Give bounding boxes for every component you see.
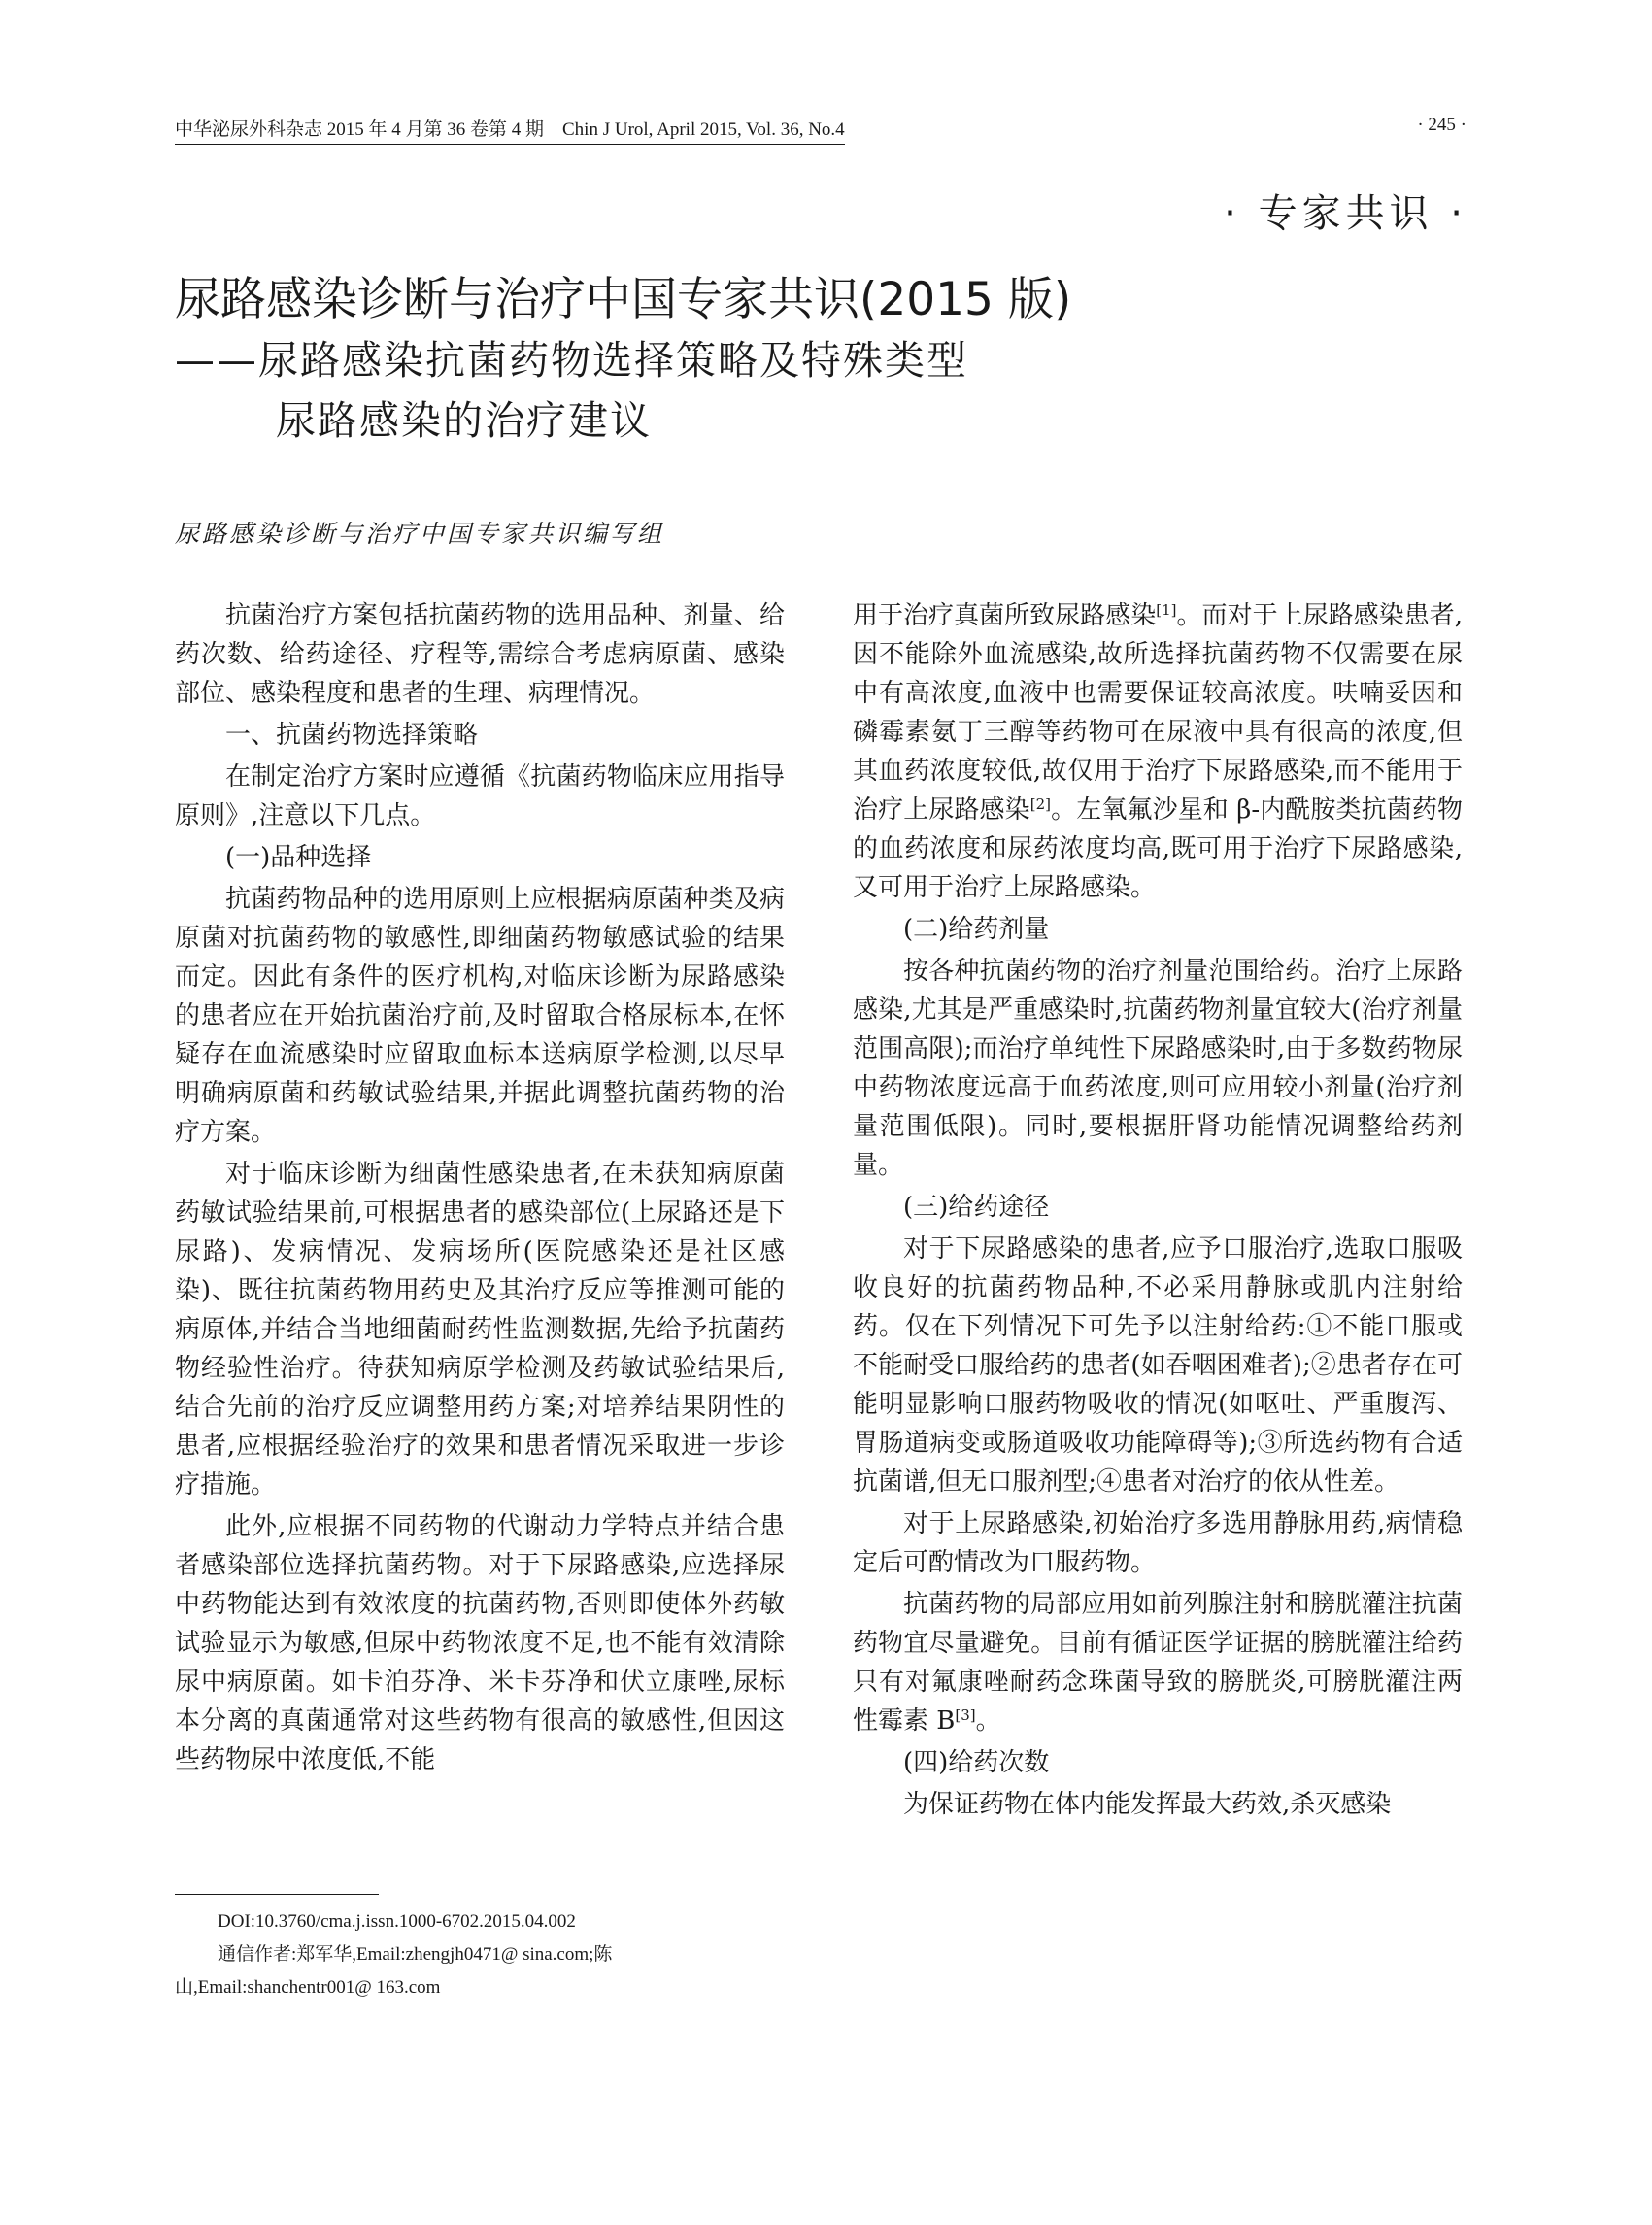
- subsection-heading: (一)品种选择: [225, 843, 372, 872]
- footnote-divider: [175, 1894, 379, 1895]
- paragraph: 按各种抗菌药物的治疗剂量范围给药。治疗上尿路感染,尤其是严重感染时,抗菌药物剂量宜较大(治疗剂量范围高限);而治疗单纯性下尿路感染时,由于多数药物尿中药物浓度远高于血药浓度,则可应用较小剂量(治疗剂量范围低限)。同时,要根据肝肾功能情况调整给药剂量。: [853, 957, 1463, 1180]
- author-group: 尿路感染诊断与治疗中国专家共识编写组: [175, 520, 665, 548]
- paragraph: 为保证药物在体内能发挥最大药效,杀灭感染: [903, 1790, 1392, 1819]
- paragraph: 对于上尿路感染,初始治疗多选用静脉用药,病情稳定后可酌情改为口服药物。: [853, 1509, 1463, 1577]
- paragraph: [853, 596, 1463, 907]
- text-run: 用于治疗真菌所致尿路感染: [853, 601, 1157, 630]
- text-run: 。左氧氟沙星和 β-内酰胺类抗菌药物的血药浓度和尿药浓度均高,既可用于治疗下尿路感染,又可用于治疗上尿路感染。: [853, 795, 1463, 902]
- section-heading: 一、抗菌药物选择策略: [225, 721, 479, 750]
- subsection-heading: (三)给药途径: [903, 1193, 1050, 1222]
- right-column: [853, 596, 1463, 1827]
- paragraph: 抗菌治疗方案包括抗菌药物的选用品种、剂量、给药次数、给药途径、疗程等,需综合考虑病原菌、感染部位、感染程度和患者的生理、病理情况。: [175, 601, 785, 708]
- text-run: 。而对于上尿路感染患者,因不能除外血流感染,故所选择抗菌药物不仅需要在尿中有高浓度,血液中也需要保证较高浓度。呋喃妥因和磷霉素氨丁三醇等药物可在尿液中具有很高的浓度,但其血药浓度较低,故仅用于治疗下尿路感染,而不能用于治疗上尿路感染: [853, 601, 1463, 825]
- page-number: · 245 ·: [1417, 115, 1467, 135]
- citation-ref[interactable]: [2]: [1029, 795, 1052, 813]
- footnotes: [175, 1905, 785, 2005]
- article-title: [175, 270, 1437, 451]
- text-run: 抗菌药物的局部应用如前列腺注射和膀胱灌注抗菌药物宜尽量避免。目前有循证医学证据的膀胱灌注给药只有对氟康唑耐药念珠菌导致的膀胱炎,可膀胱灌注两性霉素 B: [853, 1590, 1463, 1736]
- citation-ref[interactable]: [1]: [1156, 601, 1177, 619]
- running-header: [175, 115, 1467, 144]
- title-main: 尿路感染诊断与治疗中国专家共识(2015 版): [175, 273, 1072, 326]
- subsection-heading: (四)给药次数: [903, 1748, 1050, 1777]
- paragraph: 对于临床诊断为细菌性感染患者,在未获知病原菌药敏试验结果前,可根据患者的感染部位(上尿路还是下尿路)、发病情况、发病场所(医院感染还是社区感染)、既往抗菌药物用药史及其治疗反应等推测可能的病原体,并结合当地细菌耐药性监测数据,先给予抗菌药物经验性治疗。待获知病原学检测及药敏试验结果后,结合先前的治疗反应调整用药方案;对培养结果阴性的患者,应根据经验治疗的效果和患者情况采取进一步诊疗措施。: [175, 1160, 785, 1500]
- subsection-heading: (二)给药剂量: [903, 915, 1050, 944]
- paragraph: 抗菌药物品种的选用原则上应根据病原菌种类及病原菌对抗菌药物的敏感性,即细菌药物敏感试验的结果而定。因此有条件的医疗机构,对临床诊断为尿路感染的患者应在开始抗菌治疗前,及时留取合格尿标本,在怀疑存在血流感染时应留取血标本送病原学检测,以尽早明确病原菌和药敏试验结果,并据此调整抗菌药物的治疗方案。: [175, 885, 785, 1147]
- section-label: · 专家共识 ·: [1224, 191, 1467, 236]
- journal-citation: 中华泌尿外科杂志 2015 年 4 月第 36 卷第 4 期 Chin J Urol, April 2015, Vol. 36, No.4: [175, 115, 845, 145]
- citation-ref[interactable]: [3]: [955, 1706, 976, 1724]
- title-subtitle-line1: ——尿路感染抗菌药物选择策略及特殊类型: [175, 337, 968, 384]
- paragraph: 对于下尿路感染的患者,应予口服治疗,选取口服吸收良好的抗菌药物品种,不必采用静脉或肌内注射给药。仅在下列情况下可先予以注射给药:①不能口服或不能耐受口服给药的患者(如吞咽困难者);②患者存在可能明显影响口服药物吸收的情况(如呕吐、严重腹泻、胃肠道病变或肠道吸收功能障碍等);③所选药物有合适抗菌谱,但无口服剂型;④患者对治疗的依从性差。: [853, 1234, 1463, 1497]
- paragraph: [853, 1585, 1463, 1740]
- corresponding-author-note: 通信作者:郑军华,Email:zhengjh0471@ sina.com;陈山,Email:shanchentr001@ 163.com: [175, 1944, 613, 1998]
- doi-note[interactable]: DOI:10.3760/cma.j.issn.1000-6702.2015.04.002: [218, 1911, 576, 1932]
- left-column: [175, 596, 785, 1782]
- title-subtitle-line2: 尿路感染的治疗建议: [276, 397, 652, 444]
- paragraph: 此外,应根据不同药物的代谢动力学特点并结合患者感染部位选择抗菌药物。对于下尿路感染,应选择尿中药物能达到有效浓度的抗菌药物,否则即使体外药敏试验显示为敏感,但尿中药物浓度不足,也不能有效清除尿中病原菌。如卡泊芬净、米卡芬净和伏立康唑,尿标本分离的真菌通常对这些药物有很高的敏感性,但因这些药物尿中浓度低,不能: [175, 1512, 785, 1774]
- text-run: 。: [975, 1706, 1001, 1736]
- paragraph: 在制定治疗方案时应遵循《抗菌药物临床应用指导原则》,注意以下几点。: [175, 762, 785, 830]
